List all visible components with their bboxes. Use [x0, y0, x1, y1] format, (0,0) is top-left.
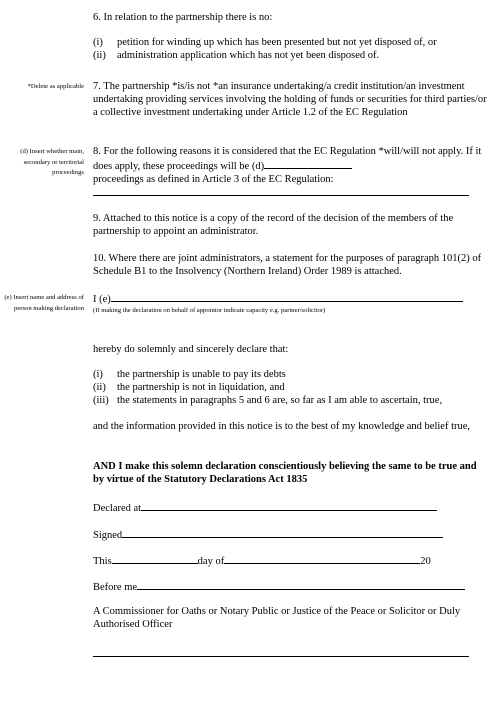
para-7 [93, 80, 488, 119]
decl-item-2 [93, 381, 488, 394]
para-7-text: 7. The partnership *is/is not *an insurance undertaking/a credit institution/an investment undertaking providing services involving the holding of funds or securities for third parties/or a collective investment undertaking under Article 1.2 of the EC Regulation [93, 81, 487, 118]
solemn-declaration: AND I make this solemn declaration conscientiously believing the same to be true and by virtue of the Statutory Declarations Act 1835 [93, 461, 477, 485]
item-text: the partnership is not in liquidation, and [117, 382, 285, 393]
hereby: hereby do solemnly and sincerely declare that: [93, 344, 289, 355]
item-text: petition for winding up which has been presented but not yet disposed of, or [117, 37, 437, 48]
declared-at-label: Declared at [93, 503, 142, 514]
officer-line[interactable] [93, 656, 469, 657]
margin-note-delete: *Delete as applicable [27, 83, 84, 90]
proceedings-type-field[interactable] [264, 158, 352, 169]
declarant-name-field[interactable] [111, 291, 463, 302]
para-6 [93, 11, 488, 24]
margin-note-name-address: (e) Insert name and address of person making declaration [4, 294, 84, 312]
capacity-note: (If making the declaration on behalf of appointor indicate capacity e.g. partner/solicitor) [93, 307, 326, 314]
item-text: the partnership is unable to pay its debts [117, 369, 286, 380]
para-8-text: 8. For the following reasons it is considered that the EC Regulation *will/will not apply. If it does apply, these proceedings will be (d) [93, 146, 482, 172]
para-9 [93, 212, 488, 238]
decl-item-3 [93, 394, 488, 407]
para-8 [93, 145, 488, 186]
para-6-item-ii [93, 49, 488, 62]
item-num: (i) [93, 369, 103, 380]
item-num: (iii) [93, 395, 109, 406]
para-9-text: 9. Attached to this notice is a copy of the record of the decision of the members of the partnership to appoint an administrator. [93, 213, 454, 237]
day-field[interactable] [112, 553, 198, 564]
this-label: This [93, 556, 112, 567]
margin-note-proceedings: (d) Insert whether main, secondary or territorial proceedings [20, 148, 84, 176]
item-num: (ii) [93, 382, 106, 393]
decl-item-1 [93, 368, 488, 381]
para-6-item-i [93, 36, 488, 49]
witness-field[interactable] [137, 579, 465, 590]
para-6-text: 6. In relation to the partnership there is no: [93, 12, 273, 23]
year-prefix: 20 [420, 556, 431, 567]
item-num: (ii) [93, 50, 106, 61]
reasons-line[interactable] [93, 195, 469, 196]
month-field[interactable] [224, 553, 420, 564]
before-me-row [93, 579, 488, 594]
item-num: (i) [93, 37, 103, 48]
item-text: the statements in paragraphs 5 and 6 are, so far as I am able to ascertain, true, [117, 395, 443, 406]
declared-at-row [93, 500, 488, 515]
commissioner-text: A Commissioner for Oaths or Notary Public or Justice of the Peace or Solicitor or Duly Authorised Officer [93, 606, 461, 630]
info-statement: and the information provided in this notice is to the best of my knowledge and belief true, [93, 421, 471, 432]
para-10 [93, 252, 488, 278]
declarant-line [93, 291, 488, 306]
para-8-text-b: proceedings as defined in Article 3 of the EC Regulation: [93, 174, 334, 185]
day-of-label: day of [197, 556, 225, 567]
para-10-text: 10. Where there are joint administrators, a statement for the purposes of paragraph 101(2) of Schedule B1 to the Insolvency (Northern Ireland) Order 1989 is attached. [93, 253, 482, 277]
before-me-label: Before me [93, 582, 138, 593]
signature-field[interactable] [122, 527, 443, 538]
date-row [93, 553, 488, 568]
signed-row [93, 527, 488, 542]
signed-label: Signed [93, 530, 123, 541]
declared-at-field[interactable] [141, 500, 437, 511]
item-text: administration application which has not yet been disposed of. [117, 50, 380, 61]
declarant-label: I (e) [93, 294, 111, 305]
